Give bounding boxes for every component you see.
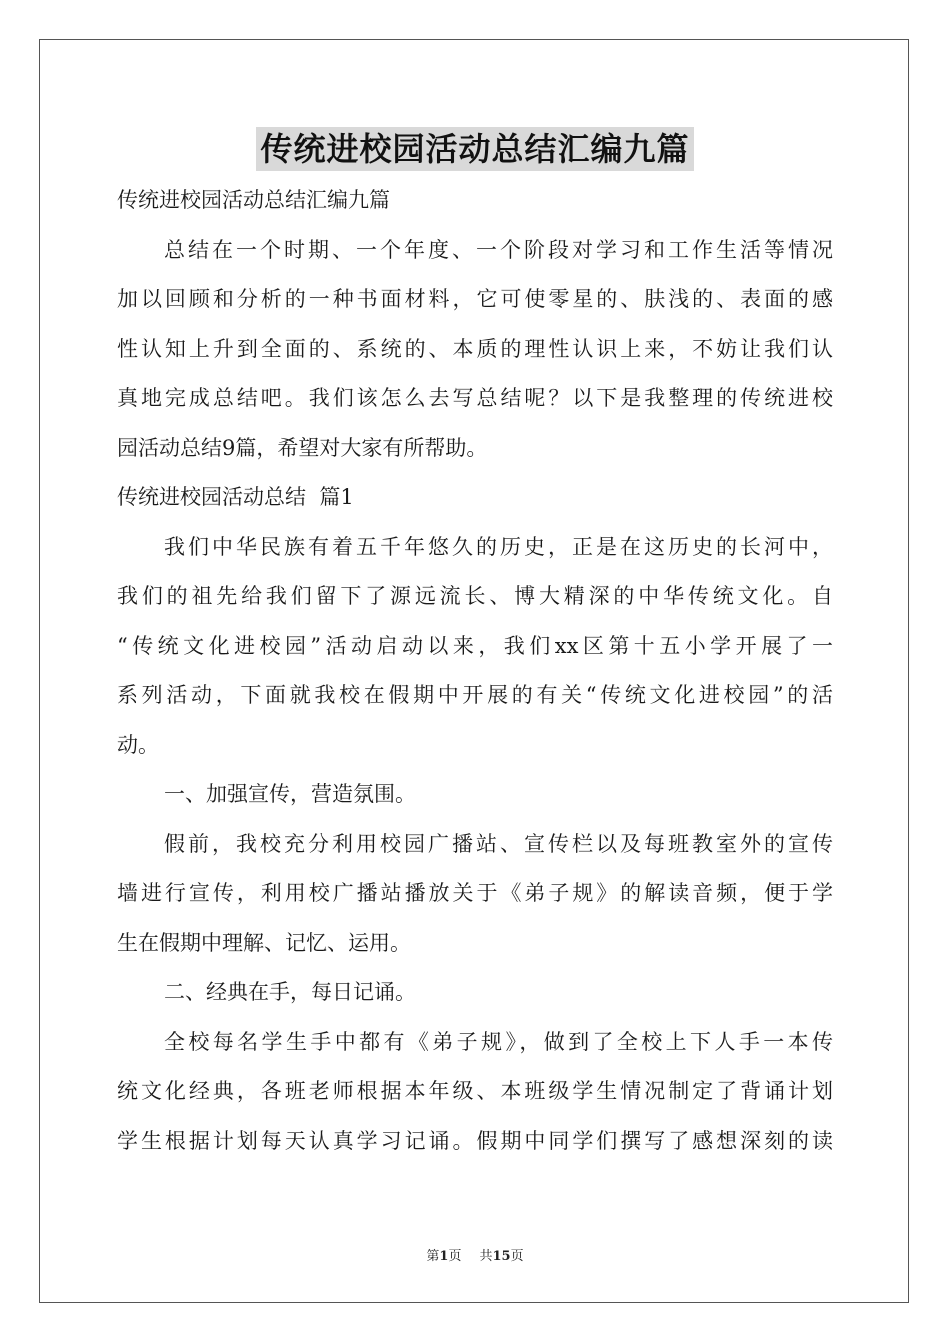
total-suffix: 页 [510,1249,524,1264]
intro-line: 加以回顾和分析的一种书面材料，它可使零星的、肤浅的、表面的感 [117,287,833,311]
intro-line: 总结在一个时期、一个年度、一个阶段对学习和工作生活等情况 [164,237,833,262]
paragraph-line: 我们的祖先给我们留下了源远流长、博大精深的中华传统文化。自 [117,584,833,608]
page-suffix: 页 [448,1249,462,1264]
paragraph-line: 系列活动，下面就我校在假期中开展的有关“传统文化进校园”的活 [117,683,833,707]
intro-line: 园活动总结9篇，希望对大家有所帮助。 [117,435,488,460]
paragraph-line: 统文化经典，各班老师根据本年级、本班级学生情况制定了背诵计划 [117,1079,833,1103]
paragraph-line: “传统文化进校园”活动启动以来，我们xx区第十五小学开展了一 [117,633,833,658]
paragraph-line: 假前，我校充分利用校园广播站、宣传栏以及每班教室外的宣传 [164,831,833,856]
paragraph-line: 全校每名学生手中都有《弟子规》，做到了全校上下人手一本传 [164,1029,833,1054]
item-heading: 一、加强宣传，营造氛围。 [164,782,416,806]
page-footer [0,1248,950,1266]
document-body [117,176,833,1166]
page-prefix: 第 [426,1249,440,1264]
intro-line: 性认知上升到全面的、系统的、本质的理性认识上来，不妨让我们认 [117,336,833,361]
section-heading: 传统进校园活动总结 篇1 [117,485,354,509]
paragraph-line: 墙进行宣传，利用校广播站播放关于《弟子规》的解读音频，便于学 [117,881,833,905]
total-pages: 15 [492,1249,511,1264]
paragraph-line: 动。 [117,732,159,757]
document-title: 传统进校园活动总结汇编九篇 [256,127,693,171]
intro-line: 真地完成总结吧。我们该怎么去写总结呢？以下是我整理的传统进校 [117,386,833,410]
paragraph-line: 我们中华民族有着五千年悠久的历史，正是在这历史的长河中， [164,534,833,559]
title-container [0,127,950,171]
paragraph-line: 学生根据计划每天认真学习记诵。假期中同学们撰写了感想深刻的读 [117,1128,833,1153]
document-subtitle: 传统进校园活动总结汇编九篇 [117,188,390,212]
total-prefix: 共 [479,1249,493,1264]
page-number: 1 [439,1249,449,1264]
paragraph-line: 生在假期中理解、记忆、运用。 [117,930,411,955]
item-heading: 二、经典在手，每日记诵。 [164,980,416,1004]
